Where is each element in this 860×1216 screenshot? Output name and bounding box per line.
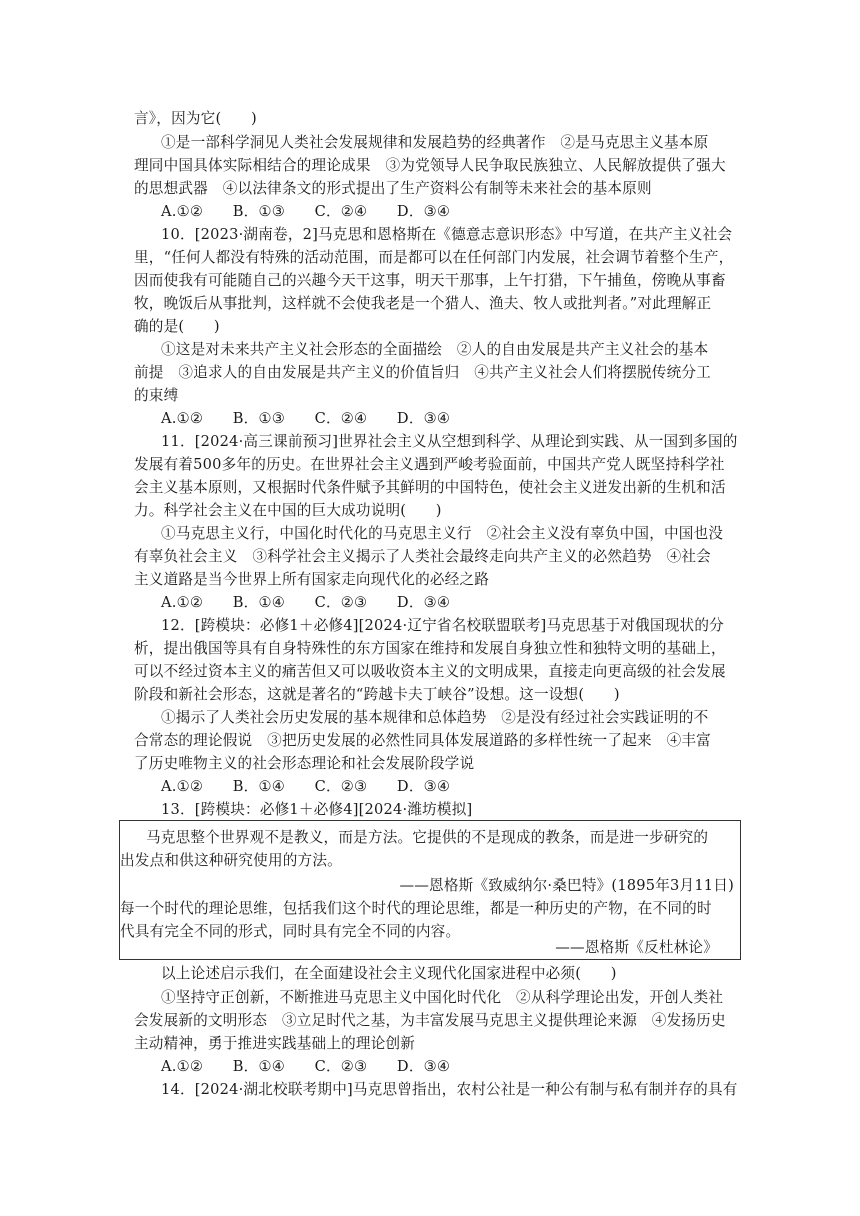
option-line: ①坚持守正创新，不断推进马克思主义中国化时代化 ②从科学理论出发，开创人类社 [161,989,724,1006]
text-line: 以上论述启示我们，在全面建设社会主义现代化国家进程中必须( ) [161,965,617,982]
text-line: 的束缚 [134,387,179,404]
option-line: ①这是对未来共产主义社会形态的全面描绘 ②人的自由发展是共产主义社会的基本 [161,341,709,358]
text-line: 前提 ③追求人的自由发展是共产主义的价值旨归 ④共产主义社会人们将摆脱传统分工 [134,364,711,381]
text-line: 合常态的理论假说 ③把历史发展的必然性同具体发展道路的多样性统一了起来 ④丰富 [134,732,711,749]
text-line: 理同中国具体实际相结合的理论成果 ③为党领导人民争取民族独立、人民解放提供了强大 [134,157,726,174]
quote-line: 每一个时代的理论思维，包括我们这个时代的理论思维，都是一种历史的产物，在不同的时 [120,900,712,917]
text-line: 阶段和新社会形态，这就是著名的“跨越卡夫丁峡谷”设想。这一设想( ) [134,686,620,703]
answer-choices: A.①② B．①③ C．②④ D．③④ [161,203,451,220]
text-line: 了历史唯物主义的社会形态理论和社会发展阶段学说 [134,755,475,772]
answer-choices: A.①② B．①④ C．②③ D．③④ [161,594,451,611]
question-10: 10．[2023·湖南卷，2]马克思和恩格斯在《德意志意识形态》中写道，在共产主义社会 [161,226,733,243]
quote-source: ——恩格斯《致威纳尔·桑巴特》(1895年3月11日) [399,877,734,894]
answer-choices: A.①② B．①④ C．②③ D．③④ [161,1058,451,1075]
quote-line: 马克思整个世界观不是教义，而是方法。它提供的不是现成的教条，而是进一步研究的 [146,829,709,846]
answer-choices: A.①② B．①③ C．②④ D．③④ [161,410,451,427]
text-line: 有辜负社会主义 ③科学社会主义揭示了人类社会最终走向共产主义的必然趋势 ④社会 [134,548,711,565]
text-line: 因而使我有可能随自己的兴趣今天干这事，明天干那事，上午打猎，下午捕鱼，傍晚从事畜 [134,272,726,289]
option-line: ①揭示了人类社会历史发展的基本规律和总体趋势 ②是没有经过社会实践证明的不 [161,709,709,726]
question-14: 14．[2024·湖北校联考期中]马克思曾指出，农村公社是一种公有制与私有制并存的具有 [161,1081,738,1098]
quote-source: ——恩格斯《反杜林论》 [555,939,718,956]
quote-box [119,820,741,960]
text-line: 主动精神，勇于推进实践基础上的理论创新 [134,1035,416,1052]
question-11: 11．[2024·高三课前预习]世界社会主义从空想到科学、从理论到实践、从一国到多国的 [161,433,738,450]
quote-line: 出发点和供这种研究使用的方法。 [120,852,342,869]
text-line: 里，“任何人都没有特殊的活动范围，而是都可以在任何部门内发展，社会调节着整个生产， [134,249,734,266]
question-13: 13．[跨模块：必修1＋必修4][2024·潍坊模拟] [161,801,473,818]
text-line: 可以不经过资本主义的痛苦但又可以吸收资本主义的文明成果，直接走向更高级的社会发展 [134,663,726,680]
text-line: 确的是( ) [134,318,220,335]
text-line: 主义道路是当今世界上所有国家走向现代化的必经之路 [134,571,490,588]
answer-choices: A.①② B．①④ C．②③ D．③④ [161,778,451,795]
quote-line: 代具有完全不同的形式，同时具有完全不同的内容。 [120,923,461,940]
option-line: ①马克思主义行，中国化时代化的马克思主义行 ②社会主义没有辜负中国，中国也没 [161,525,724,542]
text-line: 会主义基本原则，又根据时代条件赋予其鲜明的中国特色，使社会主义迸发出新的生机和活 [134,479,726,496]
text-line: 言》，因为它( ) [134,110,257,127]
text-line: 牧，晚饭后从事批判，这样就不会使我老是一个猎人、渔夫、牧人或批判者。”对此理解正 [134,295,712,312]
text-line: 会发展新的文明形态 ③立足时代之基，为丰富发展马克思主义提供理论来源 ④发扬历史 [134,1012,726,1029]
text-line: 发展有着500多年的历史。在世界社会主义遇到严峻考验面前，中国共产党人既坚持科学社 [134,456,725,473]
question-12: 12．[跨模块：必修1＋必修4][2024·辽宁省名校联盟联考]马克思基于对俄国现状的分 [161,617,724,634]
text-line: 力。科学社会主义在中国的巨大成功说明( ) [134,502,442,519]
text-line: 的思想武器 ④以法律条文的形式提出了生产资料公有制等未来社会的基本原则 [134,180,652,197]
text-line: 析，提出俄国等具有自身特殊性的东方国家在维持和发展自身独立性和独特文明的基础上， [134,640,726,657]
option-line: ①是一部科学洞见人类社会发展规律和发展趋势的经典著作 ②是马克思主义基本原 [161,134,709,151]
